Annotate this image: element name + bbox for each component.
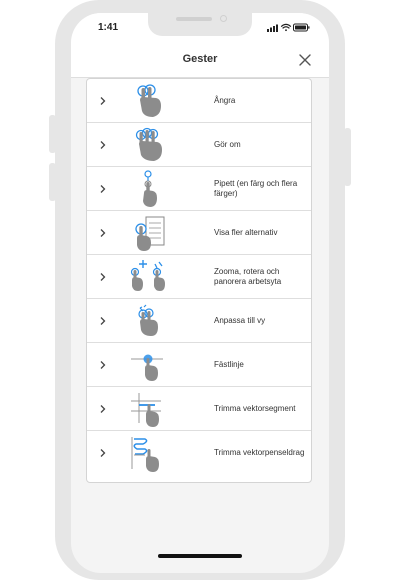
speaker	[176, 17, 212, 21]
gesture-row-redo[interactable]	[87, 123, 311, 167]
gesture-label: Fästlinje	[214, 360, 244, 369]
chevron-right-icon	[99, 360, 107, 370]
gesture-row-more-options[interactable]	[87, 211, 311, 255]
chevron-right-icon	[99, 96, 107, 106]
phone-power-button	[344, 128, 351, 186]
notch	[148, 13, 252, 36]
status-time: 1:41	[98, 22, 119, 33]
chevron-right-icon	[99, 316, 107, 326]
snap-line-icon	[129, 345, 169, 385]
gesture-row-eyedropper[interactable]	[87, 167, 311, 211]
gesture-label: Anpassa till vy	[214, 316, 266, 325]
fit-to-view-icon	[129, 301, 169, 341]
zoom-rotate-pan-icon	[129, 257, 169, 297]
gesture-row-trim-vector-brush[interactable]	[87, 431, 311, 475]
gesture-label: Zooma, rotera och panorera arbetsyta	[214, 267, 282, 286]
eyedropper-gesture-icon	[129, 169, 169, 209]
header	[71, 43, 329, 78]
gesture-row-zoom-rotate-pan[interactable]	[87, 255, 311, 299]
status-icons	[267, 23, 311, 32]
gesture-label: Trimma vektorpenseldrag	[214, 448, 305, 457]
chevron-right-icon	[99, 140, 107, 150]
two-finger-tap-icon	[129, 81, 169, 121]
page-title: Gester	[182, 53, 218, 65]
status-bar	[71, 13, 329, 43]
phone-side-button	[49, 115, 56, 153]
cellular-signal-icon	[267, 25, 278, 33]
gesture-row-trim-vector-segment[interactable]	[87, 387, 311, 431]
touch-hold-context-icon	[129, 213, 169, 253]
three-finger-tap-icon	[129, 125, 169, 165]
camera	[220, 15, 227, 22]
gesture-row-undo[interactable]	[87, 79, 311, 123]
chevron-right-icon	[99, 184, 107, 194]
phone-screen	[71, 13, 329, 573]
gesture-label: Pipett (en färg och flera färger)	[214, 179, 298, 198]
gesture-row-snap-line[interactable]	[87, 343, 311, 387]
battery-icon	[294, 24, 310, 31]
gesture-row-fit-to-view[interactable]	[87, 299, 311, 343]
home-indicator	[158, 554, 242, 558]
phone-side-button	[49, 163, 56, 201]
trim-vector-brush-icon	[129, 433, 169, 473]
chevron-right-icon	[99, 272, 107, 282]
gesture-label: Trimma vektorsegment	[214, 404, 296, 413]
chevron-right-icon	[99, 228, 107, 238]
wifi-icon	[282, 24, 291, 31]
trim-vector-segment-icon	[129, 389, 169, 429]
gesture-label: Ångra	[214, 96, 236, 105]
close-icon[interactable]	[295, 50, 315, 70]
gesture-label: Visa fler alternativ	[214, 228, 278, 237]
gesture-label: Gör om	[214, 140, 241, 149]
chevron-right-icon	[99, 448, 107, 458]
chevron-right-icon	[99, 404, 107, 414]
gesture-list	[86, 78, 312, 483]
